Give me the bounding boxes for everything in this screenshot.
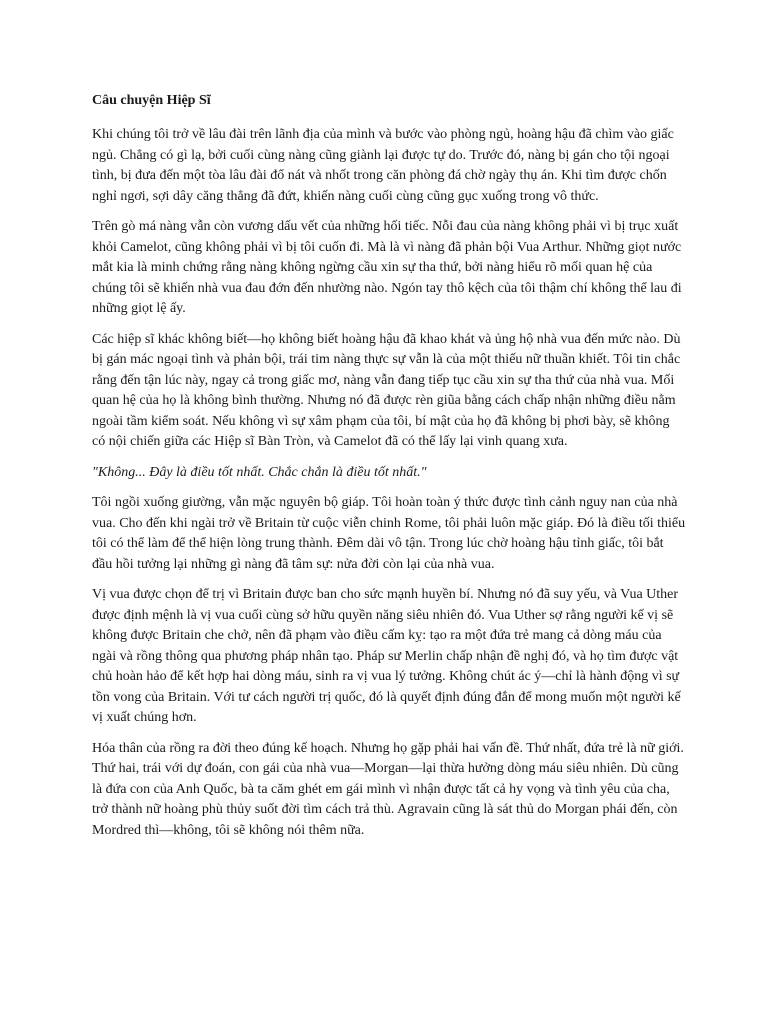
paragraph-5: Tôi ngồi xuống giường, vẫn mặc nguyên bộ giáp. Tôi hoàn toàn ý thức được tình cảnh nguy nan của nhà vua. Cho đến khi ngài trở về Britain từ cuộc viễn chinh Rome, tôi phải luôn mặc giáp. Đó là điều tối thiểu tôi có thể làm để thể hiện lòng trung thành. Đêm dài vô tận. Trong lúc chờ hoàng hậu tỉnh giấc, tôi bắt đầu hồi tưởng lại những gì nàng đã tâm sự: nửa đời còn lại của nhà vua. — [92, 495, 686, 572]
paragraph-1: Khi chúng tôi trở về lâu đài trên lãnh địa của mình và bước vào phòng ngủ, hoàng hậu đã chìm vào giấc ngủ. Chẳng có gì lạ, bởi cuối cùng nàng cũng giành lại được tự do. Trước đó, nàng bị gán cho tội ngoại tình, bị đưa đến một tòa lâu đài đổ nát và nhốt trong căn phòng đá chờ ngày thụ án. Khi tìm được chốn nghỉ ngơi, sợi dây căng thẳng đã đứt, khiến nàng cuối cùng cũng gục xuống trong vô thức. — [92, 127, 674, 204]
paragraph-7: Hóa thân của rồng ra đời theo đúng kế hoạch. Nhưng họ gặp phải hai vấn đề. Thứ nhất, đứa trẻ là nữ giới. Thứ hai, trái với dự đoán, con gái của nhà vua—Morgan—lại thừa hưởng dòng máu siêu nhiên. Dù cũng là đứa con của Anh Quốc, bà ta căm ghét em gái mình vì nhận được tất cả hy vọng và tình yêu của cha, trở thành nữ hoàng phù thủy suốt đời tìm cách trả thù. Agravain cũng là sát thủ do Morgan phái đến, còn Mordred thì—không, tôi sẽ không nói thêm nữa. — [92, 740, 684, 838]
paragraph-6: Vị vua được chọn để trị vì Britain được ban cho sức mạnh huyền bí. Nhưng nó đã suy yếu, và Vua Uther được định mệnh là vị vua cuối cùng sở hữu quyền năng siêu nhiên đó. Vua Uther sợ rằng người kế vị sẽ không được Britain che chở, nên đã phạm vào điều cấm kỵ: tạo ra một đứa trẻ mang cả dòng máu của ngài và rồng thông qua phương pháp nhân tạo. Pháp sư Merlin chấp nhận đề nghị đó, và họ tìm được vật chủ hoàn hảo để kết hợp hai dòng máu, sinh ra vị vua lý tưởng. Không chút ác ý—chỉ là hành động vì sự tồn vong của Britain. Với tư cách người trị quốc, đó là quyết định đúng đắn để mong muốn một người kế vị xuất chúng hơn. — [92, 587, 681, 725]
document-title: Câu chuyện Hiệp Sĩ — [92, 93, 211, 108]
document-page — [92, 91, 686, 851]
paragraph-2: Trên gò má nàng vẫn còn vương dấu vết của những hối tiếc. Nỗi đau của nàng không phải vì bị trục xuất khỏi Camelot, cũng không phải vì bị tôi cuốn đi. Mà là vì nàng đã phản bội Vua Arthur. Những giọt nước mắt kia là minh chứng rằng nàng không ngừng cầu xin sự tha thứ, bởi nàng hiểu rõ mối quan hệ của chúng tôi sẽ khiến nhà vua đau đớn đến nhường nào. Ngón tay thô kệch của tôi thậm chí không thể lau đi những giọt lệ ấy. — [92, 219, 682, 316]
italic-quote: "Không... Đây là điều tốt nhất. Chắc chắn là điều tốt nhất." — [92, 464, 427, 480]
paragraph-3: Các hiệp sĩ khác không biết—họ không biết hoàng hậu đã khao khát và ủng hộ nhà vua đến mức nào. Dù bị gán mác ngoại tình và phản bội, trái tim nàng thực sự vẫn là của một thiếu nữ thuần khiết. Tôi tin chắc rằng đến tận lúc này, ngay cả trong giấc mơ, nàng vẫn đang tiếp tục cầu xin sự tha thứ của nhà vua. Mối quan hệ của họ là không bình thường. Nhưng nó đã được rèn giũa bằng cách chấp nhận những điều nằm ngoài tầm kiểm soát. Nếu không vì sự xâm phạm của tôi, bí mật của họ đã không bị phơi bày, sẽ không có nội chiến giữa các Hiệp sĩ Bàn Tròn, và Camelot đã có thể lấy lại vinh quang xưa. — [92, 331, 681, 449]
